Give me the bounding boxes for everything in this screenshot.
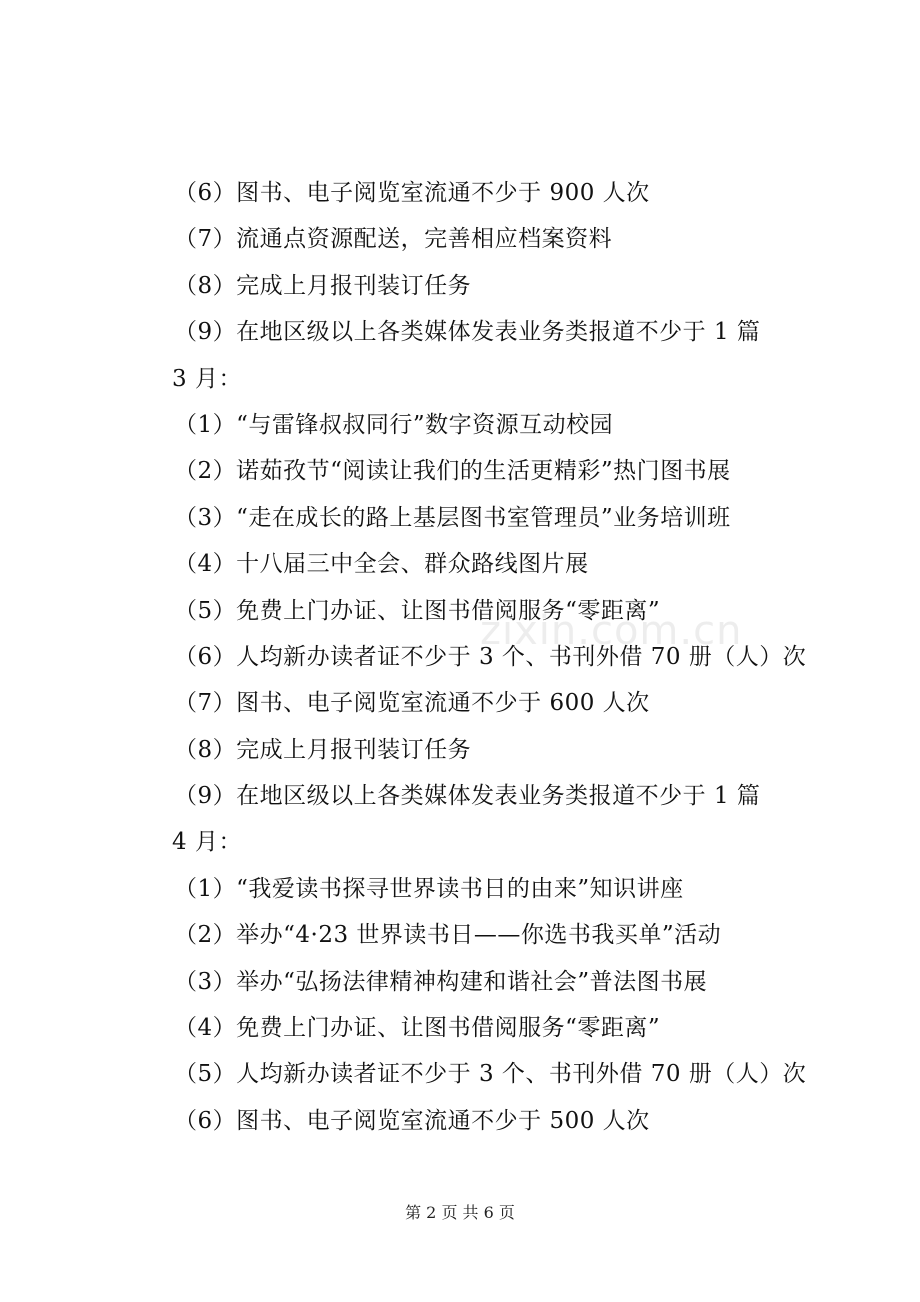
list-item: （8）完成上月报刊装订任务 xyxy=(174,736,472,763)
list-item: （1）“与雷锋叔叔同行”数字资源互动校园 xyxy=(174,411,614,438)
list-item: （4）十八届三中全会、群众路线图片展 xyxy=(174,551,589,578)
month-heading: 3 月： xyxy=(172,365,242,392)
list-item: （7）流通点资源配送，完善相应档案资料 xyxy=(174,226,613,253)
list-item: （8）完成上月报刊装订任务 xyxy=(174,272,472,299)
list-item: （2）诺茹孜节“阅读让我们的生活更精彩”热门图书展 xyxy=(174,458,731,485)
document-body xyxy=(172,170,872,1144)
list-item: （3）举办“弘扬法律精神构建和谐社会”普法图书展 xyxy=(174,968,708,995)
list-item: （5）人均新办读者证不少于 3 个、书刊外借 70 册（人）次 xyxy=(174,1061,807,1088)
list-item: （5）免费上门办证、让图书借阅服务“零距离” xyxy=(174,597,661,624)
list-item: （6）图书、电子阅览室流通不少于 500 人次 xyxy=(174,1107,650,1134)
list-item: （9）在地区级以上各类媒体发表业务类报道不少于 1 篇 xyxy=(174,783,761,810)
list-item: （1）“我爱读书探寻世界读书日的由来”知识讲座 xyxy=(174,875,684,902)
list-item: （7）图书、电子阅览室流通不少于 600 人次 xyxy=(174,690,650,717)
list-item: （9）在地区级以上各类媒体发表业务类报道不少于 1 篇 xyxy=(174,319,761,346)
list-item: （2）举办“4·23 世界读书日——你选书我买单”活动 xyxy=(174,922,722,949)
list-item: （3）“走在成长的路上基层图书室管理员”业务培训班 xyxy=(174,504,731,531)
watermark: zixin.com.cn xyxy=(480,608,743,654)
list-item: （6）人均新办读者证不少于 3 个、书刊外借 70 册（人）次 xyxy=(174,643,807,670)
list-item: （4）免费上门办证、让图书借阅服务“零距离” xyxy=(174,1015,661,1042)
list-item: （6）图书、电子阅览室流通不少于 900 人次 xyxy=(174,180,650,206)
month-heading: 4 月： xyxy=(172,829,242,856)
page-footer: 第 2 页 共 6 页 xyxy=(405,1203,515,1222)
